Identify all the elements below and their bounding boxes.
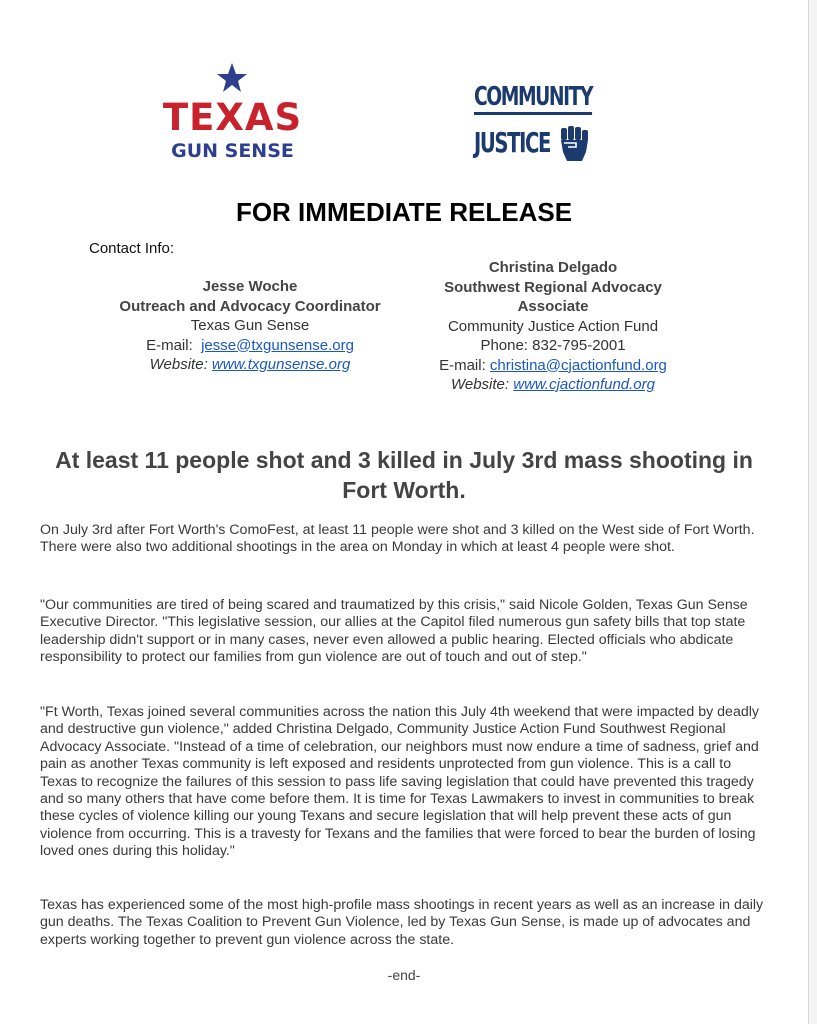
email-link[interactable]: christina@cjactionfund.org — [489, 356, 667, 374]
contact-title: Outreach and Advocacy Coordinator — [119, 297, 381, 315]
contact-website-line: Website: www.cjactionfund.org — [450, 376, 655, 393]
contact-name: Christina Delgado — [488, 259, 618, 276]
contact-website-line: Website: www.txgunsense.org — [149, 356, 351, 373]
contact-phone: Phone: 832-795-2001 — [480, 337, 626, 354]
logo-gun-sense-text: GUN SENSE — [171, 140, 294, 162]
contact-card-texas-gun-sense — [100, 277, 400, 375]
scrollbar-track[interactable] — [809, 0, 817, 1024]
email-link[interactable]: jesse@txgunsense.org — [201, 336, 354, 354]
release-headline: FOR IMMEDIATE RELEASE — [235, 197, 573, 227]
logo-texas-text: TEXAS — [162, 96, 303, 139]
website-link[interactable]: www.cjactionfund.org — [513, 376, 655, 393]
contact-card-community-justice — [418, 258, 688, 395]
community-justice-logo — [470, 80, 595, 176]
contact-email-line: E-mail: jesse@txgunsense.org — [146, 336, 354, 354]
body-paragraph: On July 3rd after Fort Worth's ComoFest, at least 11 people were shot and 3 killed on the West side of Fort Worth. There were also two additional shootings in the area on Monday in which at least 4 people were shot. — [40, 522, 755, 556]
contact-title-line1: Southwest Regional Advocacy — [444, 278, 662, 296]
contact-title-line2: Associate — [517, 298, 589, 315]
end-mark: -end- — [387, 967, 421, 983]
raised-fist-icon — [558, 124, 590, 162]
contact-org: Community Justice Action Fund — [447, 317, 659, 335]
article-title: At least 11 people shot and 3 killed in July 3rd mass shooting in Fort Worth. — [55, 447, 753, 503]
star-icon — [216, 62, 248, 94]
body-paragraph: "Ft Worth, Texas joined several communities across the nation this July 4th weekend that were impacted by deadly and destructive gun violence," added Christina Delgado, Community Justice Action Fund Southwest Regional Advocacy Associate. "Instead of a time of celebration, our neighbors must now endure a time of sadness, grief and pain as another Texas community is left exposed and residents unprotected from gun violence. This is a call to Texas to recognize the failures of this session to pass life saving legislation that could have prevented this tragedy and so many others that have come before them. It is time for Texas Lawmakers to invest in communities to break these cycles of violence killing our young Texans and secure legislation that will help prevent these acts of gun violence from occurring. This is a travesty for Texans and the families that were forced to bear the burden of losing loved ones during this holiday." — [40, 704, 759, 860]
contact-email-line: E-mail: christina@cjactionfund.org — [439, 356, 667, 374]
logo-community-text: COMMUNITY — [474, 82, 592, 112]
contact-name: Jesse Woche — [202, 278, 298, 295]
logo-justice-text: JUSTICE — [474, 126, 550, 159]
contact-info-label: Contact Info: — [89, 240, 175, 257]
texas-gun-sense-logo — [160, 62, 305, 167]
contact-org: Texas Gun Sense — [190, 317, 310, 334]
website-link[interactable]: www.txgunsense.org — [211, 356, 351, 373]
body-paragraph: "Our communities are tired of being scared and traumatized by this crisis," said Nicole Golden, Texas Gun Sense Executive Director. "This legislative session, our allies at the Capitol filed numerous gun safety bills that top state leadership didn't support or in many cases, never even allowed a public hearing. Elected officials who abdicate responsibility to protect our families from gun violence are out of touch and out of step." — [40, 597, 748, 666]
body-paragraph: Texas has experienced some of the most high-profile mass shootings in recent years as well as an increase in daily gun deaths. The Texas Coalition to Prevent Gun Violence, led by Texas Gun Sense, is made up of advocates and experts working together to prevent gun violence across the state. — [40, 897, 764, 948]
